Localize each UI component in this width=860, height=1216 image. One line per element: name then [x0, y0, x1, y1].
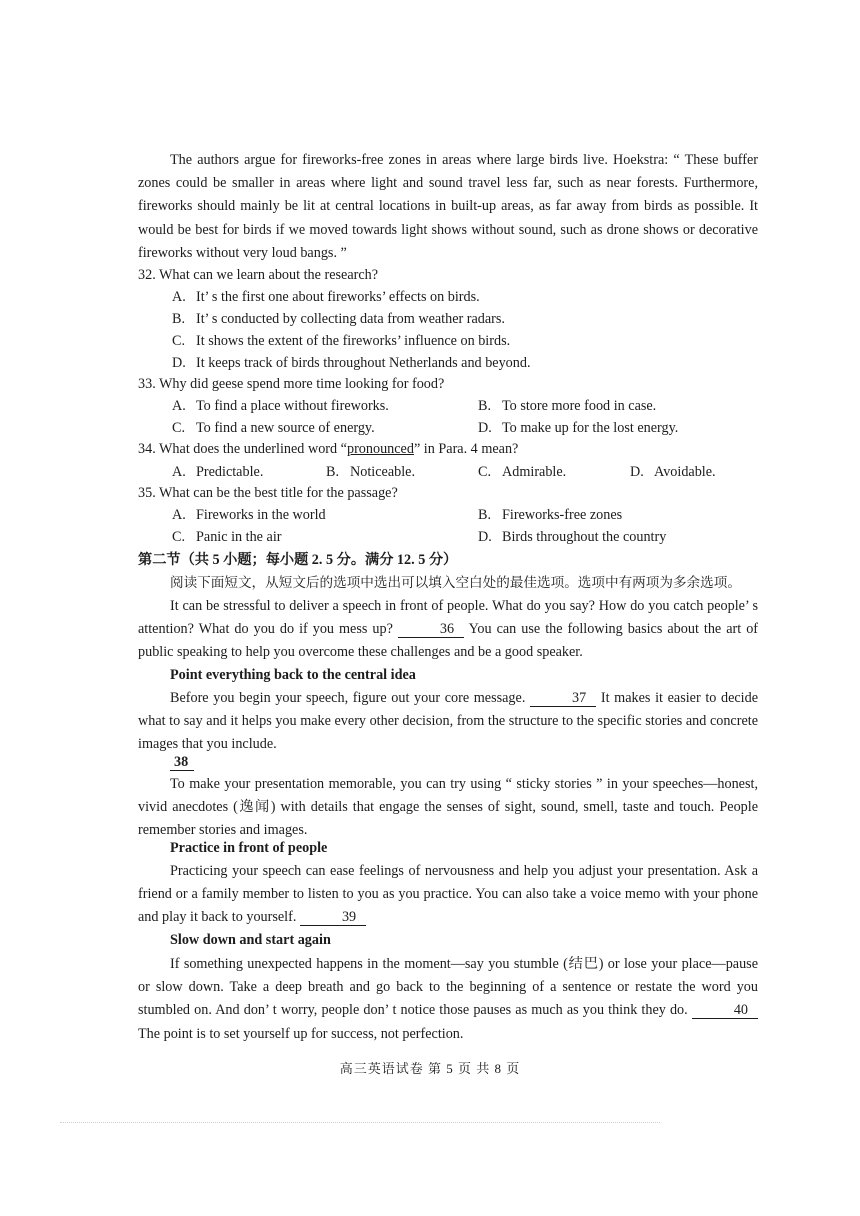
- cloze-paragraph-5: [138, 953, 758, 1046]
- paragraph-text: It can be stressful to deliver a speech in front of people. What do you say? How do you catch people’ s attention? What do you do if you mess up?: [138, 598, 758, 638]
- option-text: To make up for the lost energy.: [502, 420, 679, 436]
- paragraph-text: The point is to set yourself up for success, not perfection.: [138, 1025, 464, 1042]
- option-text: Noticeable.: [350, 464, 415, 480]
- option-key: C.: [172, 420, 186, 436]
- option-text: Admirable.: [502, 464, 567, 480]
- option-key: D.: [172, 355, 186, 371]
- option-text: To find a new source of energy.: [196, 420, 375, 436]
- cloze-paragraph-2: [138, 687, 758, 757]
- option-key: D.: [478, 420, 492, 436]
- option-33-c: [172, 418, 375, 438]
- option-key: B.: [478, 507, 492, 523]
- option-32-a: [172, 287, 480, 307]
- subheading-practice: Practice in front of people: [170, 840, 328, 856]
- option-text: To find a place without fireworks.: [196, 398, 389, 414]
- option-key: A.: [172, 398, 186, 414]
- option-32-c: [172, 331, 510, 351]
- option-text: To store more food in case.: [502, 398, 657, 414]
- option-text: It keeps track of birds throughout Netherlands and beyond.: [196, 355, 531, 371]
- option-34-d: [630, 462, 716, 482]
- passage-paragraph: The authors argue for fireworks-free zones in areas where large birds live. Hoekstra: “ These buffer zones could be smaller in areas where light and sound travel less far, such as near forests. Furthermore, fireworks should mainly be lit at central locations in built-up areas, as far away from birds as possible. It would be best for birds if we moved towards light shows without sound, such as drone shows or decorative fireworks without very loud bangs. ”: [138, 152, 758, 261]
- blank-39: 39: [300, 909, 366, 926]
- cloze-paragraph-4: [138, 860, 758, 930]
- option-34-a: [172, 462, 263, 482]
- option-text: Fireworks in the world: [196, 507, 326, 523]
- question-33: [138, 374, 444, 394]
- option-text: Avoidable.: [654, 464, 716, 480]
- underlined-word: pronounced: [346, 441, 414, 457]
- stem-prefix: What does the underlined word “: [159, 441, 347, 457]
- option-key: C.: [172, 333, 186, 349]
- option-text: It’ s conducted by collecting data from weather radars.: [196, 311, 505, 327]
- option-key: C.: [478, 464, 492, 480]
- option-key: B.: [172, 311, 186, 327]
- option-35-a: [172, 505, 326, 525]
- cloze-paragraph-1: [138, 595, 758, 665]
- option-33-d: [478, 418, 678, 438]
- section-instructions: 阅读下面短文，从短文后的选项中选出可以填入空白处的最佳选项。选项中有两项为多余选项。: [170, 575, 741, 590]
- paragraph-text: Before you begin your speech, figure out your core message.: [170, 690, 526, 706]
- option-key: A.: [172, 464, 186, 480]
- option-32-b: [172, 309, 505, 329]
- question-stem: Why did geese spend more time looking for food?: [159, 376, 445, 392]
- option-32-d: [172, 353, 531, 373]
- option-key: A.: [172, 289, 186, 305]
- option-text: Panic in the air: [196, 529, 282, 545]
- option-35-d: [478, 527, 666, 547]
- stem-suffix: ” in Para. 4 mean?: [413, 441, 519, 457]
- question-stem: What can we learn about the research?: [159, 267, 379, 283]
- question-32: [138, 265, 378, 285]
- question-number: 35.: [138, 485, 156, 501]
- paragraph-text: It makes it easier to decide what to say and it helps you make every other decision, from the structure to the specific stories and concrete images that you include.: [138, 690, 759, 753]
- option-33-a: [172, 396, 389, 416]
- subheading-slow-down: Slow down and start again: [170, 932, 331, 948]
- paragraph-text: If something unexpected happens in the moment—say you stumble (结巴) or lose your place—pause or slow down. Take a deep breath and go back to the beginning of a sentence or restate the word you stumbled on. And don’ t worry, people don’ t notice those pauses as much as you think they do.: [138, 956, 758, 1019]
- option-key: C.: [172, 529, 186, 545]
- option-text: It shows the extent of the fireworks’ influence on birds.: [196, 333, 511, 349]
- option-text: It’ s the first one about fireworks’ effects on birds.: [196, 289, 480, 305]
- option-35-b: [478, 505, 622, 525]
- blank-36: 36: [398, 621, 464, 638]
- section-heading: 第二节（共 5 小题；每小题 2. 5 分。满分 12. 5 分）: [138, 552, 458, 568]
- question-number: 34.: [138, 441, 156, 457]
- paragraph-text: Practicing your speech can ease feelings of nervousness and help you adjust your presentation. Ask a friend or a family member to listen to you as you practice. You can also take a voice memo with your phone and play it back to yourself.: [138, 863, 758, 926]
- option-key: D.: [630, 464, 644, 480]
- blank-37: 37: [530, 690, 596, 707]
- blank-40: 40: [692, 1002, 758, 1019]
- page-footer: 高三英语试卷 第 5 页 共 8 页: [339, 1061, 521, 1076]
- option-34-c: [478, 462, 566, 482]
- option-35-c: [172, 527, 282, 547]
- subheading-central-idea: Point everything back to the central idea: [170, 667, 416, 683]
- scan-artifact-line: [60, 1122, 660, 1123]
- option-key: A.: [172, 507, 186, 523]
- question-stem: What can be the best title for the passage?: [159, 485, 398, 501]
- cloze-paragraph-3: To make your presentation memorable, you can try using “ sticky stories ” in your speeches—honest, vivid anecdotes (逸闻) with details that engage the senses of sight, sound, smell, taste and touch. People remember stories and images.: [138, 776, 758, 839]
- option-text: Predictable.: [196, 464, 264, 480]
- option-key: B.: [326, 464, 340, 480]
- question-number: 33.: [138, 376, 156, 392]
- question-stem: [159, 441, 518, 457]
- option-text: Fireworks-free zones: [502, 507, 623, 523]
- question-number: 32.: [138, 267, 156, 283]
- option-key: B.: [478, 398, 492, 414]
- paragraph-text: You can use the following basics about the art of public speaking to help you overcome these challenges and be a good speaker.: [138, 621, 759, 661]
- question-35: [138, 483, 398, 503]
- question-34: [138, 439, 518, 459]
- option-34-b: [326, 462, 415, 482]
- option-text: Birds throughout the country: [502, 529, 667, 545]
- option-key: D.: [478, 529, 492, 545]
- blank-38-heading: [170, 752, 194, 772]
- blank-38: 38: [170, 754, 194, 771]
- option-33-b: [478, 396, 656, 416]
